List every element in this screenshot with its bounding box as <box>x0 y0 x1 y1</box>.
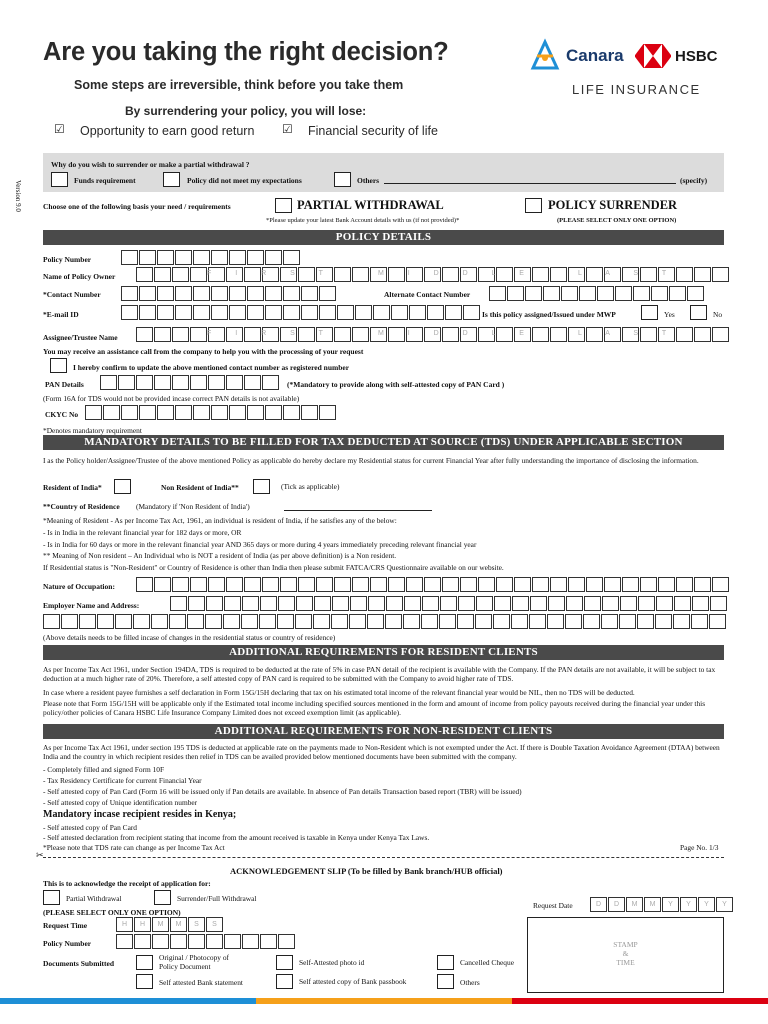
footer-orange <box>256 998 512 1004</box>
brand-hsbc: HSBC <box>675 48 718 65</box>
doc-policy-label: Original / Photocopy of Policy Document <box>159 953 229 971</box>
date-cell[interactable]: D <box>608 897 625 912</box>
nonresident-requirements-bar: ADDITIONAL REQUIREMENTS FOR NON-RESIDENT CLIENTS <box>43 724 724 739</box>
owner-last-placeholder: L A S T <box>578 270 678 277</box>
doc-bank-statement-label: Self attested Bank statement <box>159 978 243 987</box>
policy-surrender-label: POLICY SURRENDER <box>548 198 678 212</box>
assignee-label: Assignee/Trustee Name <box>43 333 118 342</box>
request-date-label: Request Date <box>533 901 573 910</box>
assignee-last-placeholder: L A S T <box>578 330 678 337</box>
employer-label: Employer Name and Address: <box>43 601 140 610</box>
kenya-heading: Mandatory incase recipient resides in Kenya; <box>43 809 237 820</box>
nonresident-doc-form10f: - Completely filled and signed Form 10F <box>43 765 165 774</box>
doc-photoid-checkbox[interactable] <box>276 955 293 970</box>
resident-meaning: *Meaning of Resident - As per Income Tax Act, 1961, an individual is resident of India, if he satisfies any of the below: <box>43 516 397 525</box>
resident-rule-60: - Is in India for 60 days or more in the relevant financial year AND 365 days or more during 4 years immediately preceding relevant financial year <box>43 540 477 549</box>
reason-panel <box>43 153 724 192</box>
doc-cheque-checkbox[interactable] <box>437 955 454 970</box>
confirm-contact-label: I hereby confirm to update the above mentioned contact number as registered number <box>73 363 350 372</box>
nonresident-req-para: As per Income Tax Act 1961, under section 195 TDS is deducted at applicable rate on the payments made to Non-Resident which is not exempted under the Act. If there is Double Taxation Avoidance Agreement (DTAA) between India and the country in which recipient resides then relief in TDS can be availed provided below mentioned documents have been submitted with the company. <box>43 743 720 762</box>
nonresident-doc-pan: - Self attested copy of Pan Card (Form 16 will be issued only if Pan details are available. In absence of Pan details Transaction based report (TBR) will be issued) <box>43 787 522 796</box>
ack-partial-checkbox[interactable] <box>43 890 60 905</box>
date-cell[interactable]: M <box>644 897 661 912</box>
doc-passbook-checkbox[interactable] <box>276 974 293 989</box>
reason-others-label: Others <box>357 176 380 185</box>
employer-field-line2[interactable] <box>43 614 727 629</box>
owner-middle-placeholder: M I D D L E <box>378 270 535 277</box>
ack-title: ACKNOWLEDGEMENT SLIP (To be filled by Bank branch/HUB official) <box>230 866 503 876</box>
canara-logo-icon <box>527 38 567 72</box>
assignee-first-placeholder: F I R S T <box>207 330 334 337</box>
lose-item-security: Financial security of life <box>308 124 438 138</box>
reason-funds-label: Funds requirement <box>74 176 136 185</box>
ckyc-field[interactable] <box>85 405 337 420</box>
pan-mandatory-note: (*Mandatory to provide along with self-attested copy of PAN Card ) <box>287 380 505 389</box>
policy-surrender-checkbox[interactable] <box>525 198 542 213</box>
time-cell[interactable]: S <box>188 917 205 932</box>
alt-contact-field[interactable] <box>489 286 705 301</box>
footer-color-bar <box>0 998 768 1004</box>
ack-select-note: (PLEASE SELECT ONLY ONE OPTION) <box>43 908 181 917</box>
confirm-contact-checkbox[interactable] <box>50 358 67 373</box>
form16-note: (Form 16A for TDS would not be provided incase correct PAN details is not available) <box>43 394 300 403</box>
time-cell[interactable]: S <box>206 917 223 932</box>
time-cell[interactable]: H <box>134 917 151 932</box>
reason-specify-field[interactable] <box>384 183 676 184</box>
email-label: *E-mail ID <box>43 310 79 319</box>
ack-surrender-label: Surrender/Full Withdrawal <box>177 894 257 903</box>
occupation-label: Nature of Occupation: <box>43 582 115 591</box>
ckyc-label: CKYC No <box>45 410 79 419</box>
documents-submitted-label: Documents Submitted <box>43 959 115 968</box>
scissors-icon: ✂ <box>36 851 44 861</box>
resident-requirements-bar: ADDITIONAL REQUIREMENTS FOR RESIDENT CLIENTS <box>43 645 724 660</box>
email-field[interactable] <box>121 305 481 320</box>
basis-prompt: Choose one of the following basis your need / requirements <box>43 202 231 211</box>
doc-bank-statement-checkbox[interactable] <box>136 974 153 989</box>
mandatory-denote: *Denotes mandatory requirement <box>43 426 142 435</box>
policy-details-bar: POLICY DETAILS <box>43 230 724 245</box>
doc-policy-checkbox[interactable] <box>136 955 153 970</box>
resident-rule-182: - Is in India in the relevant financial year for 182 days or more, OR <box>43 528 242 537</box>
resident-label: Resident of India* <box>43 483 102 492</box>
nonresident-doc-uid: - Self attested copy of Unique identification number <box>43 798 198 807</box>
policy-number-field[interactable] <box>121 250 301 265</box>
mwp-yes-label: Yes <box>664 310 675 319</box>
contact-number-label: *Contact Number <box>43 290 101 299</box>
reason-specify-label: (specify) <box>680 176 708 185</box>
nonresident-meaning: ** Meaning of Non resident – An Individual who is NOT a resident of India (as per above definition) is a Non resident. <box>43 551 397 560</box>
ack-partial-label: Partial Withdrawal <box>66 894 122 903</box>
kenya-doc-pan: - Self attested copy of Pan Card <box>43 823 137 832</box>
policy-owner-label: Name of Policy Owner <box>43 272 116 281</box>
stamp-time-text: STAMP & TIME <box>613 940 638 967</box>
partial-withdrawal-checkbox[interactable] <box>275 198 292 213</box>
occupation-field[interactable] <box>136 577 730 592</box>
ack-policy-number-label: Policy Number <box>43 939 92 948</box>
alt-contact-label: Alternate Contact Number <box>384 290 471 299</box>
reason-expectations-checkbox[interactable] <box>163 172 180 187</box>
doc-cheque-label: Cancelled Cheque <box>460 958 514 967</box>
ack-surrender-checkbox[interactable] <box>154 890 171 905</box>
doc-others-checkbox[interactable] <box>437 974 454 989</box>
subtitle: Some steps are irreversible, think before you take them <box>74 78 404 92</box>
footer-red <box>512 998 768 1004</box>
policy-number-label: Policy Number <box>43 255 92 264</box>
fatca-note: If Residential status is "Non-Resident" or Country of Residence is other than India then please submit FATCA/CRS Questionnaire available on our website. <box>43 563 504 572</box>
brand-tagline: LIFE INSURANCE <box>572 82 701 97</box>
assist-note: You may receive an assistance call from the company to help you with the processing of your request <box>43 347 364 356</box>
pan-label: PAN Details <box>45 380 84 389</box>
date-cell[interactable]: Y <box>680 897 697 912</box>
resident-req-para1: As per Income Tax Act 1961, under Section 194DA, TDS is required to be deducted at the rate of 5% in case PAN detail of the recipient is available with the Company. If the PAN details are not available, it will be subject to tax deduction at a much higher rate of 20%. Therefore, a self attested copy of PAN card is required to be submitted with the Company to avoid higher rate of TDS. <box>43 665 716 684</box>
tds-bar: MANDATORY DETAILS TO BE FILLED FOR TAX DEDUCTED AT SOURCE (TDS) UNDER APPLICABLE SECTION <box>43 435 724 450</box>
request-time-label: Request Time <box>43 921 88 930</box>
assignee-middle-placeholder: M I D D L E <box>378 330 535 337</box>
mwp-no-label: No <box>713 310 723 319</box>
kenya-doc-declaration: - Self attested declaration from recipient stating that income from the amount received is taxable in Kenya under Kenya Tax Laws. <box>43 833 430 842</box>
partial-withdrawal-note: *Please update your latest Bank Account details with us (if not provided)* <box>266 217 460 224</box>
tds-declaration: I as the Policy holder/Assignee/Trustee of the above mentioned Policy as applicable do hereby declare my Residential status for current Financial Year after fully understanding the importance of disclosing the information. <box>43 456 699 465</box>
reason-funds-checkbox[interactable] <box>51 172 68 187</box>
date-cell[interactable]: Y <box>716 897 733 912</box>
country-label: **Country of Residence <box>43 502 120 511</box>
country-field[interactable] <box>284 510 432 511</box>
reason-question: Why do you wish to surrender or make a partial withdrawal ? <box>51 160 250 169</box>
doc-passbook-label: Self attested copy of Bank passbook <box>299 977 407 986</box>
request-time-field[interactable] <box>116 917 224 932</box>
request-date-field[interactable] <box>590 897 734 912</box>
nonresident-label: Non Resident of India** <box>161 483 239 492</box>
ack-policy-number-field[interactable] <box>116 934 296 949</box>
page-number: Page No. 1/3 <box>680 843 719 852</box>
resident-checkbox[interactable] <box>114 479 131 494</box>
page-title: Are you taking the right decision? <box>43 38 449 66</box>
resident-req-para2: In case where a resident payee furnishes a self declaration in Form 15G/15H declaring that tax on his estimated total income of the relevant financial year would be NIL, then no TDS will be deducted. <box>43 688 635 697</box>
employer-field-line1[interactable] <box>170 596 728 611</box>
version-label: Version 9.0 <box>14 180 22 212</box>
hsbc-hexagon-icon <box>635 44 671 68</box>
time-cell[interactable]: H <box>116 917 133 932</box>
owner-first-placeholder: F I R S T <box>207 270 334 277</box>
contact-number-field[interactable] <box>121 286 337 301</box>
doc-others-label: Others <box>460 978 480 987</box>
tick-note: (Tick as applicable) <box>281 482 340 491</box>
date-cell[interactable]: M <box>626 897 643 912</box>
date-cell[interactable]: Y <box>662 897 679 912</box>
date-cell[interactable]: D <box>590 897 607 912</box>
mwp-yes-checkbox[interactable] <box>641 305 658 320</box>
cut-line <box>43 857 724 858</box>
nonresident-doc-trc: - Tax Residency Certificate for current Financial Year <box>43 776 202 785</box>
reason-expectations-label: Policy did not meet my expectations <box>187 176 302 185</box>
mwp-no-checkbox[interactable] <box>690 305 707 320</box>
time-cell[interactable]: M <box>152 917 169 932</box>
policy-surrender-note: (PLEASE SELECT ONLY ONE OPTION) <box>557 217 677 224</box>
resident-req-para3: Please note that Form 15G/15H will be applicable only if the Estimated total income including specified sources mentioned in the form and amount of income from policy payouts received during the financial year under this policy/other policies of Canara HSBC Life Insurance Company Limited does not exceed exemption limit (as applicable). <box>43 699 706 718</box>
checkbox-checked-icon: ☑ <box>282 122 293 136</box>
pan-field[interactable] <box>100 375 280 390</box>
country-note: (Mandatory if 'Non Resident of India') <box>136 502 250 511</box>
nonresident-checkbox[interactable] <box>253 479 270 494</box>
footer-blue <box>0 998 256 1004</box>
brand-canara: Canara <box>566 46 624 65</box>
tds-rate-note: *Please note that TDS rate can change as per Income Tax Act <box>43 843 225 852</box>
date-cell[interactable]: Y <box>698 897 715 912</box>
above-details-note: (Above details needs to be filled incase of changes in the residential status or country of residence) <box>43 633 336 642</box>
reason-others-checkbox[interactable] <box>334 172 351 187</box>
ack-receipt-text: This is to acknowledge the receipt of application for: <box>43 879 211 888</box>
lose-item-return: Opportunity to earn good return <box>80 124 255 138</box>
time-cell[interactable]: M <box>170 917 187 932</box>
lose-heading: By surrendering your policy, you will lose: <box>125 104 367 118</box>
partial-withdrawal-label: PARTIAL WITHDRAWAL <box>297 198 444 212</box>
doc-photoid-label: Self-Attested photo id <box>299 958 365 967</box>
checkbox-checked-icon: ☑ <box>54 122 65 136</box>
mwp-question: Is this policy assigned/Issued under MWP <box>482 310 616 319</box>
